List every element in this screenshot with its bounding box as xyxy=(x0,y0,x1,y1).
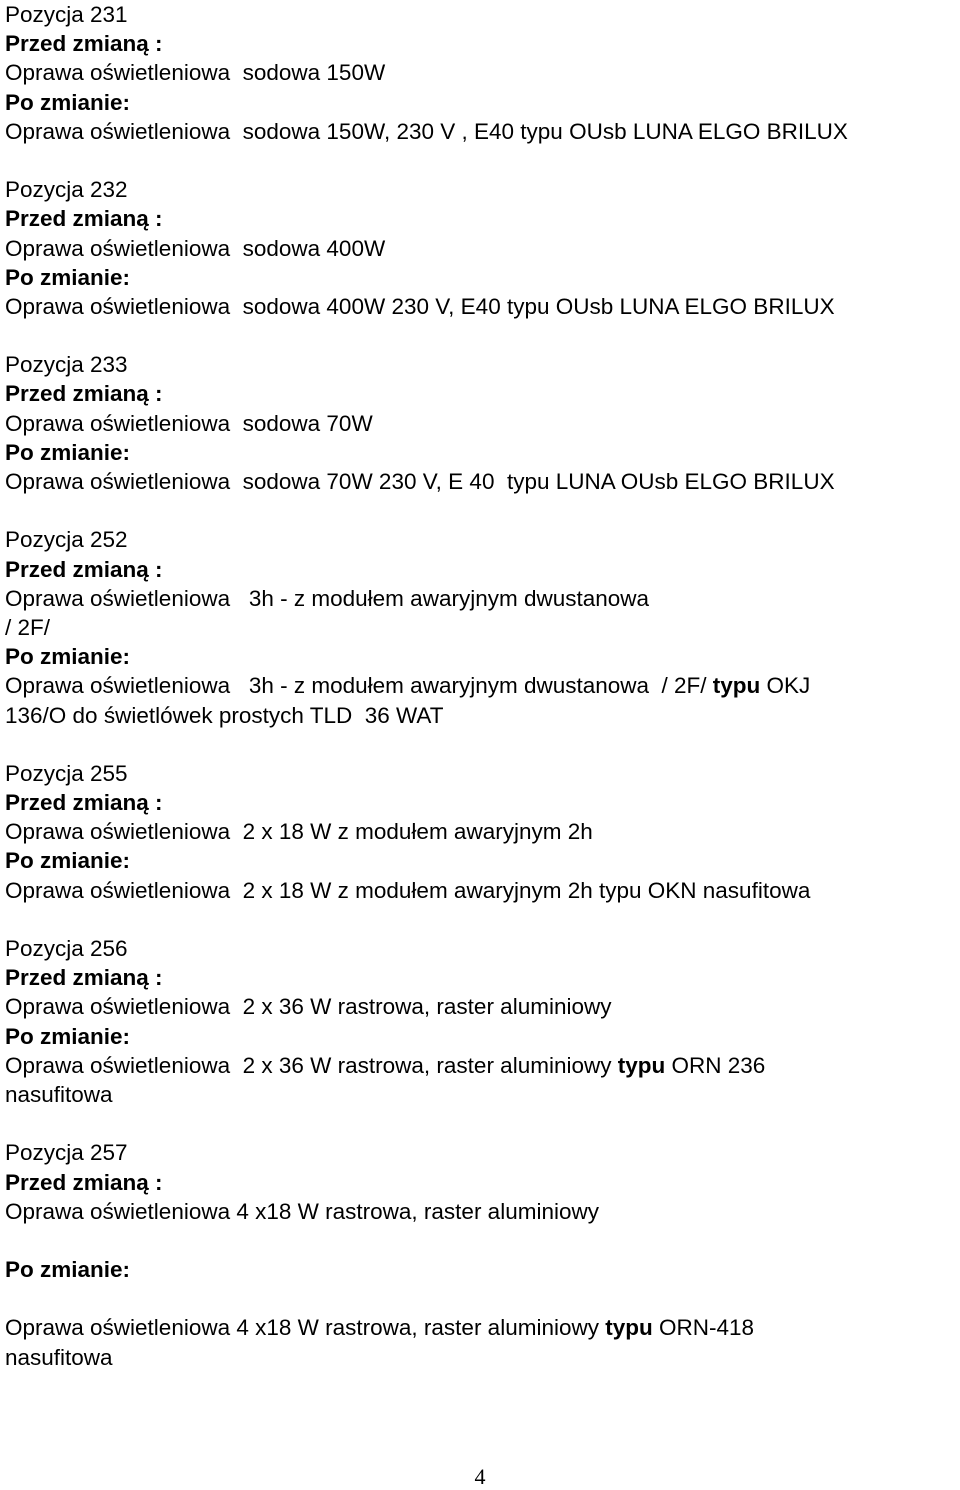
item-heading: Pozycja 252 xyxy=(5,527,128,553)
after-label: Po zmianie: xyxy=(5,1257,131,1283)
after-text: Oprawa oświetleniowa sodowa 150W, 230 V , E40 typu OUsb LUNA ELGO BRILUX xyxy=(5,118,848,144)
after-label: Po zmianie: xyxy=(5,439,131,465)
after-text: Oprawa oświetleniowa 2 x 18 W z modułem awaryjnym 2h typu OKN nasufitowa xyxy=(5,877,811,903)
item-231 xyxy=(5,0,955,146)
before-label: Przed zmianą : xyxy=(5,381,163,407)
item-252 xyxy=(5,525,955,729)
after-text-part: Oprawa oświetleniowa 3h - z modułem awaryjnym dwustanowa / 2F/ xyxy=(5,673,713,699)
item-255 xyxy=(5,759,955,905)
before-label: Przed zmianą : xyxy=(5,556,163,582)
item-232 xyxy=(5,175,955,321)
item-257 xyxy=(5,1138,955,1372)
item-heading: Pozycja 257 xyxy=(5,1140,128,1166)
item-256 xyxy=(5,934,955,1109)
before-text: Oprawa oświetleniowa sodowa 70W xyxy=(5,410,373,436)
after-text xyxy=(5,671,955,700)
item-233 xyxy=(5,350,955,496)
after-text xyxy=(5,1313,955,1342)
before-label: Przed zmianą : xyxy=(5,206,163,232)
type-keyword: typu xyxy=(712,673,761,699)
document-page xyxy=(5,0,955,1372)
type-keyword: typu xyxy=(617,1052,666,1078)
item-heading: Pozycja 256 xyxy=(5,936,128,961)
after-text-continued: 136/O do świetlówek prostych TLD 36 WAT xyxy=(5,702,444,728)
before-text: Oprawa oświetleniowa 2 x 18 W z modułem awaryjnym 2h xyxy=(5,819,593,845)
after-label: Po zmianie: xyxy=(5,89,131,115)
before-text: Oprawa oświetleniowa 2 x 36 W rastrowa, raster aluminiowy xyxy=(5,994,612,1020)
after-text-part: ORN-418 xyxy=(652,1315,755,1341)
after-text: Oprawa oświetleniowa sodowa 70W 230 V, E 40 typu LUNA OUsb ELGO BRILUX xyxy=(5,469,835,494)
after-text-continued: nasufitowa xyxy=(5,1344,113,1370)
item-heading: Pozycja 232 xyxy=(5,177,128,203)
before-label: Przed zmianą : xyxy=(5,31,163,57)
before-label: Przed zmianą : xyxy=(5,790,163,816)
before-text: Oprawa oświetleniowa sodowa 150W xyxy=(5,60,386,86)
after-text-part: ORN 236 xyxy=(665,1052,766,1078)
item-heading: Pozycja 233 xyxy=(5,352,128,378)
after-label: Po zmianie: xyxy=(5,264,131,290)
before-text: Oprawa oświetleniowa 4 x18 W rastrowa, raster aluminiowy xyxy=(5,1198,599,1224)
before-text: Oprawa oświetleniowa sodowa 400W xyxy=(5,235,386,261)
after-text xyxy=(5,1051,955,1080)
page-number: 4 xyxy=(474,1464,486,1489)
after-label: Po zmianie: xyxy=(5,1023,131,1049)
before-text: Oprawa oświetleniowa 3h - z modułem awaryjnym dwustanowa xyxy=(5,585,650,611)
after-label: Po zmianie: xyxy=(5,644,131,670)
item-heading: Pozycja 255 xyxy=(5,760,128,786)
after-label: Po zmianie: xyxy=(5,848,131,874)
after-text: Oprawa oświetleniowa sodowa 400W 230 V, E40 typu OUsb LUNA ELGO BRILUX xyxy=(5,293,835,319)
before-text-continued: / 2F/ xyxy=(5,614,51,640)
type-keyword: typu xyxy=(605,1315,653,1341)
after-text-part: Oprawa oświetleniowa 4 x18 W rastrowa, raster aluminiowy xyxy=(5,1315,606,1341)
after-text-part: OKJ xyxy=(760,673,811,699)
before-label: Przed zmianą : xyxy=(5,965,163,991)
after-text-part: Oprawa oświetleniowa 2 x 36 W rastrowa, raster aluminiowy xyxy=(5,1052,618,1078)
after-text-continued: nasufitowa xyxy=(5,1081,113,1107)
before-label: Przed zmianą : xyxy=(5,1169,163,1195)
item-heading: Pozycja 231 xyxy=(5,2,128,27)
